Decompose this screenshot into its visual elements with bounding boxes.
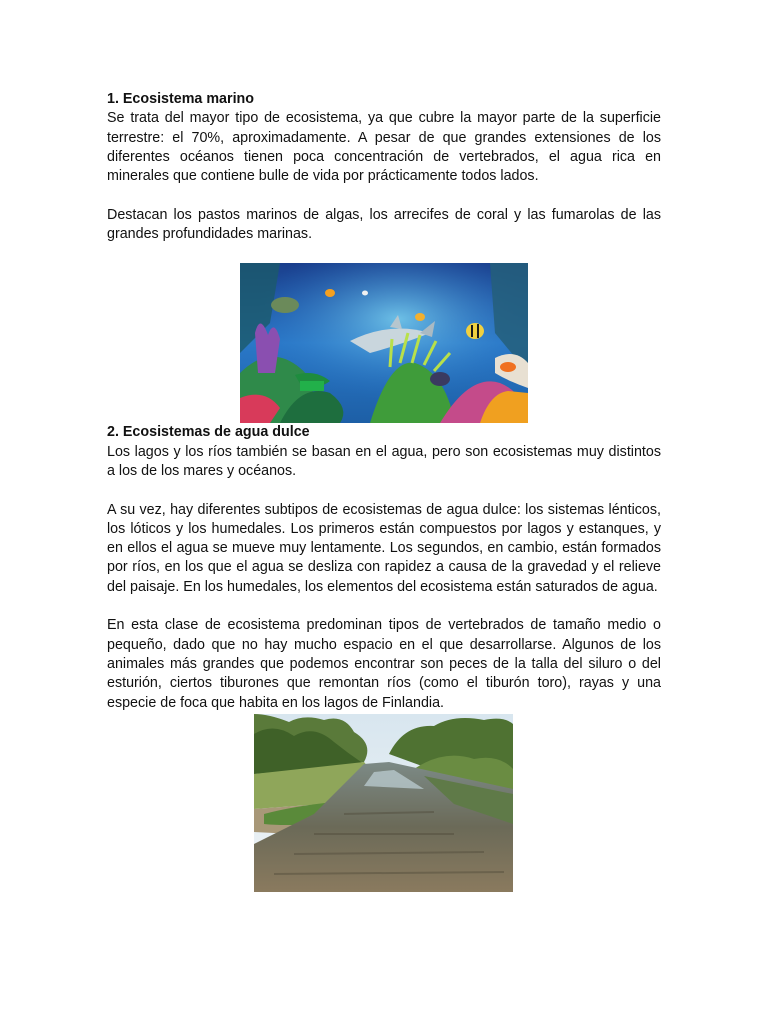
section-2-paragraph-3: En esta clase de ecosistema predominan tipos de vertebrados de tamaño medio o pequeño, dado que no hay mucho espacio en el que desarrollarse. Algunos de los animales más grandes que podemos encontrar son peces de la talla del siluro o del esturión, ciertos tiburones que remontan ríos (como el tiburón toro), rayas y una especie de foca que habita en los lagos de Finlandia. xyxy=(107,617,661,711)
document-page xyxy=(107,90,661,892)
section-1-paragraph-2: Destacan los pastos marinos de algas, los arrecifes de coral y las fumarolas de las grandes profundidades marinas. xyxy=(107,206,661,243)
river-image xyxy=(254,714,513,892)
section-1-paragraph-1: Se trata del mayor tipo de ecosistema, ya que cubre la mayor parte de la superficie terrestre: el 70%, aproximadamente. A pesar de que grandes extensiones de los diferentes océanos tienen poca concentración de vertebrados, el agua rica en minerales que contiene bulle de vida por prácticamente todos lados. xyxy=(107,110,661,185)
section-2-paragraph-2: A su vez, hay diferentes subtipos de ecosistemas de agua dulce: los sistemas lénticos, los lóticos y los humedales. Los primeros están compuestos por lagos y estanques, y en ellos el agua se mueve muy lentamente. Los segundos, en cambio, están formados por ríos, en los que el agua se desliza con rapidez a causa de la gravedad y el relieve del paisaje. En los humedales, los elementos del ecosistema están saturados de agua. xyxy=(107,501,661,595)
section-2-heading: 2. Ecosistemas de agua dulce xyxy=(107,424,310,441)
coral-reef-image xyxy=(240,263,528,423)
section-2-paragraph-1: Los lagos y los ríos también se basan en el agua, pero son ecosistemas muy distintos a los de los mares y océanos. xyxy=(107,443,661,479)
section-1-heading: 1. Ecosistema marino xyxy=(107,91,255,107)
